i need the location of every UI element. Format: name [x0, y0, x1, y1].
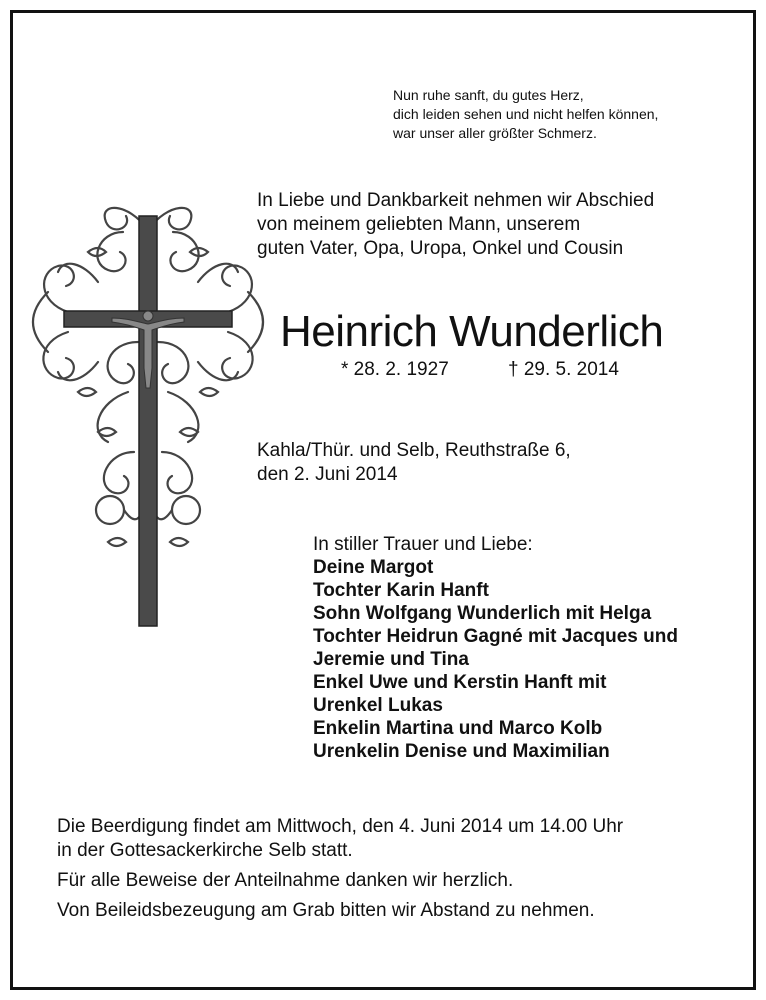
request-text: Von Beileidsbezeugung am Grab bitten wir Abstand zu nehmen.: [57, 900, 595, 921]
mourner-entry: Enkel Uwe und Kerstin Hanft mit: [313, 672, 607, 693]
deceased-name: Heinrich Wunderlich: [280, 307, 664, 356]
mourner-entry: Urenkel Lukas: [313, 695, 443, 716]
poem-line: Nun ruhe sanft, du gutes Herz,: [393, 87, 584, 103]
funeral-line: Die Beerdigung findet am Mittwoch, den 4. Juni 2014 um 14.00 Uhr: [57, 816, 624, 837]
poem-line: war unser aller größter Schmerz.: [393, 125, 597, 141]
mourner-entry: Urenkelin Denise und Maximilian: [313, 741, 610, 762]
mourner-entry: Jeremie und Tina: [313, 649, 469, 670]
mourner-entry: Deine Margot: [313, 557, 434, 578]
mourners-heading: In stiller Trauer und Liebe:: [313, 534, 533, 555]
funeral-info: [57, 815, 623, 923]
mourner-entry: Tochter Heidrun Gagné mit Jacques und: [313, 626, 678, 647]
place-line: Kahla/Thür. und Selb, Reuthstraße 6,: [257, 440, 571, 461]
ornamental-cross-icon: [28, 192, 268, 632]
intro-line: guten Vater, Opa, Uropa, Onkel und Cousin: [257, 238, 624, 259]
mourner-entry: Tochter Karin Hanft: [313, 580, 489, 601]
poem-verse: [393, 86, 658, 143]
intro-text: [257, 189, 654, 261]
funeral-line: in der Gottesackerkirche Selb statt.: [57, 840, 353, 861]
birth-date: * 28. 2. 1927: [341, 359, 449, 380]
place-and-date: [257, 439, 571, 487]
intro-line: In Liebe und Dankbarkeit nehmen wir Abschied: [257, 190, 655, 211]
thanks-text: Für alle Beweise der Anteilnahme danken wir herzlich.: [57, 870, 514, 891]
mourner-entry: Sohn Wolfgang Wunderlich mit Helga: [313, 603, 652, 624]
death-date: † 29. 5. 2014: [508, 359, 619, 380]
mourners-list: [313, 556, 678, 763]
intro-line: von meinem geliebten Mann, unserem: [257, 214, 581, 235]
mourner-entry: Enkelin Martina und Marco Kolb: [313, 718, 603, 739]
funeral-details: [57, 815, 623, 863]
date-line: den 2. Juni 2014: [257, 464, 398, 485]
poem-line: dich leiden sehen und nicht helfen können,: [393, 106, 659, 122]
